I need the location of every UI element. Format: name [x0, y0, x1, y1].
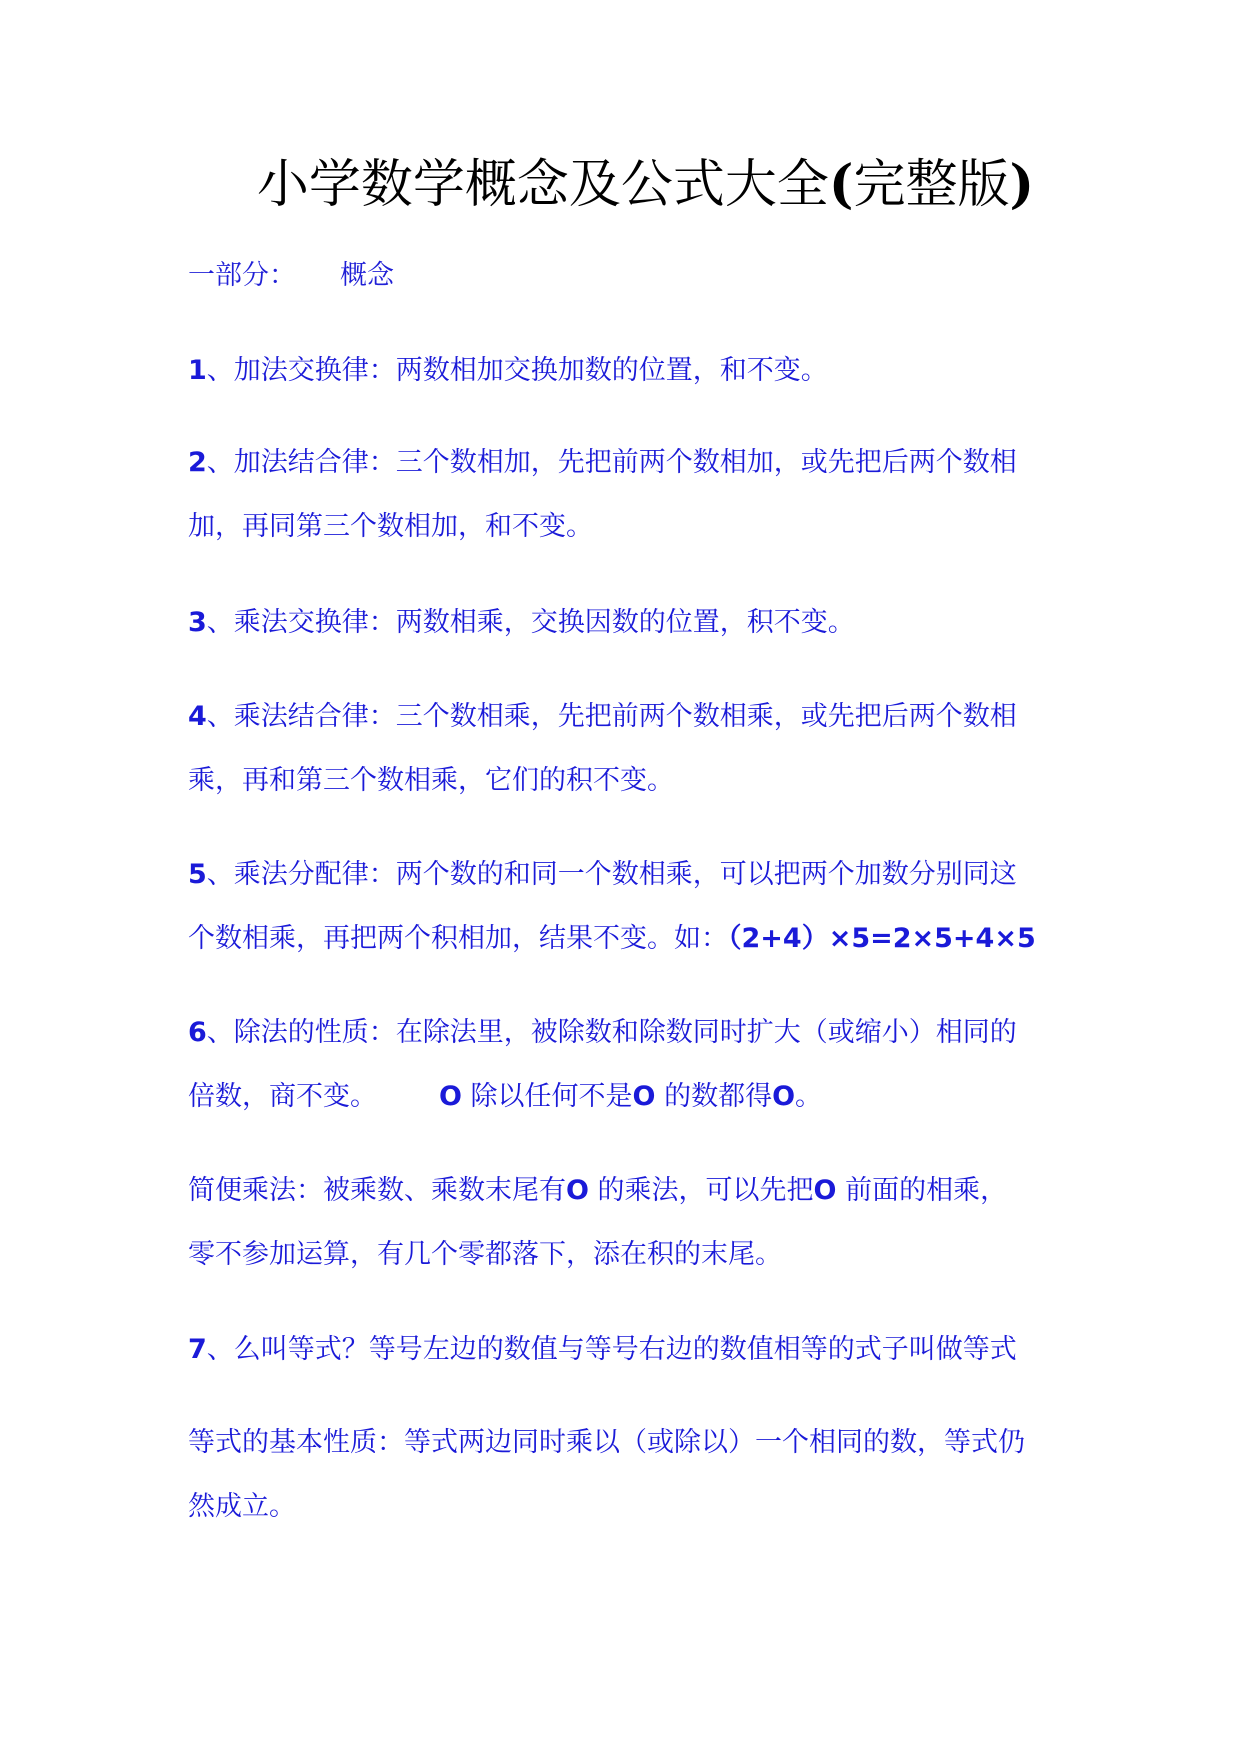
zero-symbol: O — [439, 1081, 462, 1112]
item-text: 个数相乘，再把两个积相加，结果不变。如： — [188, 923, 728, 954]
item-text: 前面的相乘， — [836, 1175, 1008, 1206]
item-number: 5 — [188, 859, 207, 890]
item-text: 、加法交换律：两数相加交换加数的位置，和不变。 — [206, 355, 828, 386]
distributive-formula: （2+4）×5=2×5+4×5 — [728, 923, 1036, 954]
item-5-line-1 — [188, 843, 1088, 907]
item-1 — [188, 339, 1088, 403]
item-text: 倍数，商不变。 — [188, 1081, 377, 1112]
item-text: 、乘法交换律：两数相乘，交换因数的位置，积不变。 — [206, 607, 855, 638]
item-7-line-1 — [188, 1318, 1088, 1382]
title-main: 小学数学概念及公式大全 — [256, 155, 829, 215]
item-4-line-1 — [188, 685, 1088, 749]
item-text: 、乘法结合律：三个数相乘，先把前两个数相乘，或先把后两个数相 — [206, 701, 1017, 732]
section-name: 概念 — [340, 260, 394, 291]
simple-multiplication — [188, 1159, 1088, 1287]
simple-multiplication-line-1 — [188, 1159, 1088, 1223]
title-edition: 完整版 — [853, 155, 1010, 215]
simple-multiplication-line-2: 零不参加运算，有几个零都落下，添在积的末尾。 — [188, 1239, 782, 1270]
zero-symbol: O — [772, 1081, 796, 1112]
equation-property — [188, 1411, 1088, 1539]
item-number: 1 — [188, 355, 207, 386]
item-5 — [188, 843, 1088, 971]
zero-symbol: O — [632, 1081, 656, 1112]
item-6-line-2 — [188, 1065, 1088, 1129]
item-2-line-1 — [188, 431, 1088, 495]
item-2 — [188, 431, 1088, 559]
equation-property-line-1: 等式的基本性质：等式两边同时乘以（或除以）一个相同的数，等式仍 — [188, 1427, 1025, 1458]
item-3 — [188, 591, 1088, 655]
item-number: 4 — [188, 701, 207, 732]
item-2-line-2: 加，再同第三个数相加，和不变。 — [188, 511, 593, 542]
item-text: 、除法的性质：在除法里，被除数和除数同时扩大（或缩小）相同的 — [206, 1017, 1017, 1048]
item-text: 、么叫等式？等号左边的数值与等号右边的数值相等的式子叫做等式 — [206, 1334, 1017, 1365]
equation-property-line-2: 然成立。 — [188, 1491, 296, 1522]
section-label: 一部分： — [188, 260, 296, 291]
item-number: 3 — [188, 607, 207, 638]
item-3-line-1 — [188, 591, 1088, 655]
item-text: 、加法结合律：三个数相加，先把前两个数相加，或先把后两个数相 — [206, 447, 1017, 478]
item-number: 6 — [188, 1017, 207, 1048]
item-4-line-2: 乘，再和第三个数相乘，它们的积不变。 — [188, 765, 674, 796]
document-title — [0, 150, 1241, 220]
item-number: 7 — [188, 1334, 207, 1365]
item-7 — [188, 1318, 1088, 1382]
item-text: 除以任何不是 — [461, 1081, 633, 1112]
item-text: 的乘法，可以先把 — [588, 1175, 814, 1206]
section-heading — [188, 256, 394, 296]
title-paren-close: ) — [1009, 154, 1035, 215]
item-6-line-1 — [188, 1001, 1088, 1065]
item-6 — [188, 1001, 1088, 1129]
item-4 — [188, 685, 1088, 813]
zero-symbol: O — [566, 1175, 589, 1206]
item-number: 2 — [188, 447, 207, 478]
item-text: 。 — [795, 1081, 823, 1112]
title-paren-open: ( — [828, 154, 854, 215]
item-1-line-1 — [188, 339, 1088, 403]
item-text: 、乘法分配律：两个数的和同一个数相乘，可以把两个加数分别同这 — [206, 859, 1017, 890]
item-5-line-2 — [188, 907, 1088, 971]
zero-symbol: O — [813, 1175, 837, 1206]
item-text: 简便乘法：被乘数、乘数末尾有 — [188, 1175, 566, 1206]
item-text: 的数都得 — [655, 1081, 773, 1112]
